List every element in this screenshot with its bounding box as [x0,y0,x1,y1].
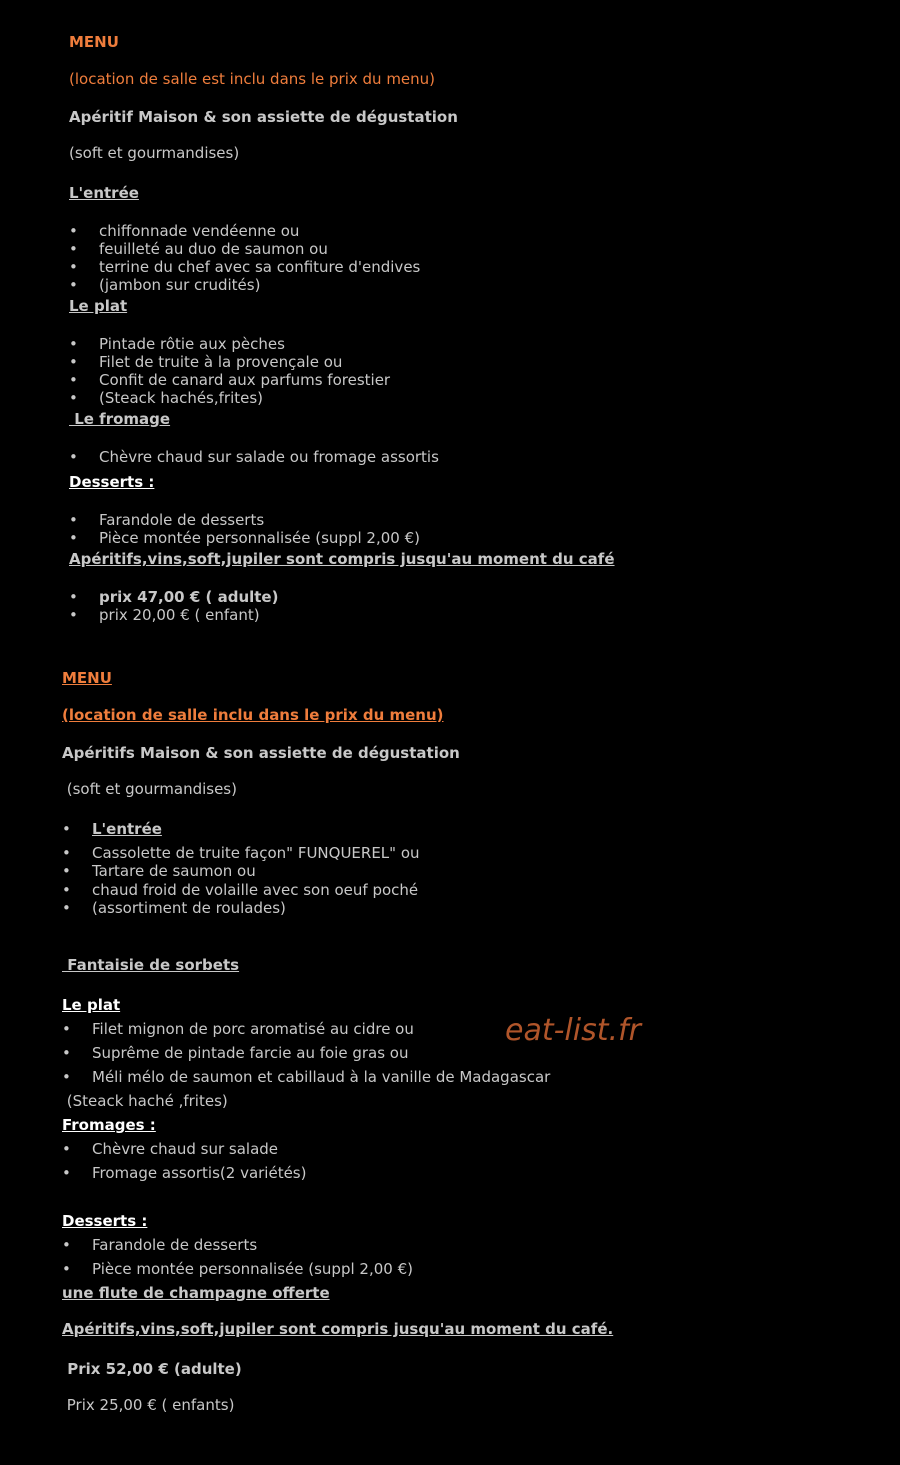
fromages-heading: Fromages : [62,1116,156,1134]
bullet: • [69,335,78,353]
bullet: • [62,1020,71,1038]
list-item: Suprême de pintade farcie au foie gras ou [92,1044,409,1062]
bullet: • [62,1140,71,1158]
drinks-note: Apéritifs,vins,soft,jupiler sont compris jusqu'au moment du café. [62,1320,614,1338]
bullet: • [62,899,71,917]
bullet: • [69,222,78,240]
entree-heading: L'entrée [69,184,139,202]
list-item: terrine du chef avec sa confiture d'endives [99,258,421,276]
bullet: • [69,588,78,606]
aperitif-heading: Apéritifs Maison & son assiette de dégustation [62,744,460,762]
aperitif-note: (soft et gourmandises) [62,780,237,798]
list-item: Confit de canard aux parfums forestier [99,371,391,389]
list-item: Tartare de saumon ou [92,862,256,880]
list-item: Farandole de desserts [92,1236,258,1254]
list-item: feuilleté au duo de saumon ou [99,240,328,258]
bullet: • [62,1068,71,1086]
bullet: • [62,1260,71,1278]
price-adult: prix 47,00 € ( adulte) [99,588,279,606]
bullet: • [69,240,78,258]
list-item: Pintade rôtie aux pèches [99,335,285,353]
list-item: Filet mignon de porc aromatisé au cidre ou [92,1020,414,1038]
bullet: • [69,606,78,624]
list-item: Chèvre chaud sur salade ou fromage assortis [99,448,439,466]
desserts-heading: Desserts : [62,1212,148,1230]
list-item: Pièce montée personnalisée (suppl 2,00 €) [92,1260,413,1278]
bullet: • [69,353,78,371]
list-item: Filet de truite à la provençale ou [99,353,343,371]
drinks-note: Apéritifs,vins,soft,jupiler sont compris jusqu'au moment du café [69,550,615,568]
bullet: • [69,258,78,276]
list-item: Chèvre chaud sur salade [92,1140,279,1158]
aperitif-note: (soft et gourmandises) [69,144,240,162]
bullet: • [69,529,78,547]
fromage-heading: Le fromage [69,410,171,428]
bullet: • [69,276,78,294]
bullet: • [62,1044,71,1062]
list-item: chiffonnade vendéenne ou [99,222,300,240]
bullet: • [62,881,71,899]
list-item: (Steack hachés,frites) [99,389,264,407]
list-item: Cassolette de truite façon" FUNQUEREL" ou [92,844,420,862]
menu-title: MENU [62,669,112,687]
bullet: • [69,448,78,466]
aperitif-heading: Apéritif Maison & son assiette de dégustation [69,108,458,126]
list-item: (jambon sur crudités) [99,276,261,294]
bullet: • [62,820,71,838]
list-item: Fromage assortis(2 variétés) [92,1164,307,1182]
list-item: Farandole de desserts [99,511,265,529]
menu-subtitle: (location de salle inclu dans le prix du menu) [62,706,444,724]
bullet: • [62,1236,71,1254]
list-item: (assortiment de roulades) [92,899,286,917]
plat-heading: Le plat [62,996,121,1014]
bullet: • [69,371,78,389]
sorbets-heading: Fantaisie de sorbets [62,956,240,974]
plat-note: (Steack haché ,frites) [62,1092,228,1110]
list-item: Pièce montée personnalisée (suppl 2,00 €) [99,529,420,547]
bullet: • [69,389,78,407]
bullet: • [62,844,71,862]
price-adult: Prix 52,00 € (adulte) [62,1360,242,1378]
plat-heading: Le plat [69,297,128,315]
bullet: • [69,511,78,529]
menu-title: MENU [69,33,119,51]
champagne-note: une flute de champagne offerte [62,1284,330,1302]
price-child: prix 20,00 € ( enfant) [99,606,260,624]
menu-subtitle: (location de salle est inclu dans le prix du menu) [69,70,436,88]
watermark-logo: eat-list.fr [505,1013,641,1048]
bullet: • [62,862,71,880]
desserts-heading: Desserts : [69,473,155,491]
price-child: Prix 25,00 € ( enfants) [62,1396,235,1414]
list-item: chaud froid de volaille avec son oeuf poché [92,881,419,899]
list-item: Méli mélo de saumon et cabillaud à la vanille de Madagascar [92,1068,551,1086]
entree-heading: L'entrée [92,820,162,838]
bullet: • [62,1164,71,1182]
